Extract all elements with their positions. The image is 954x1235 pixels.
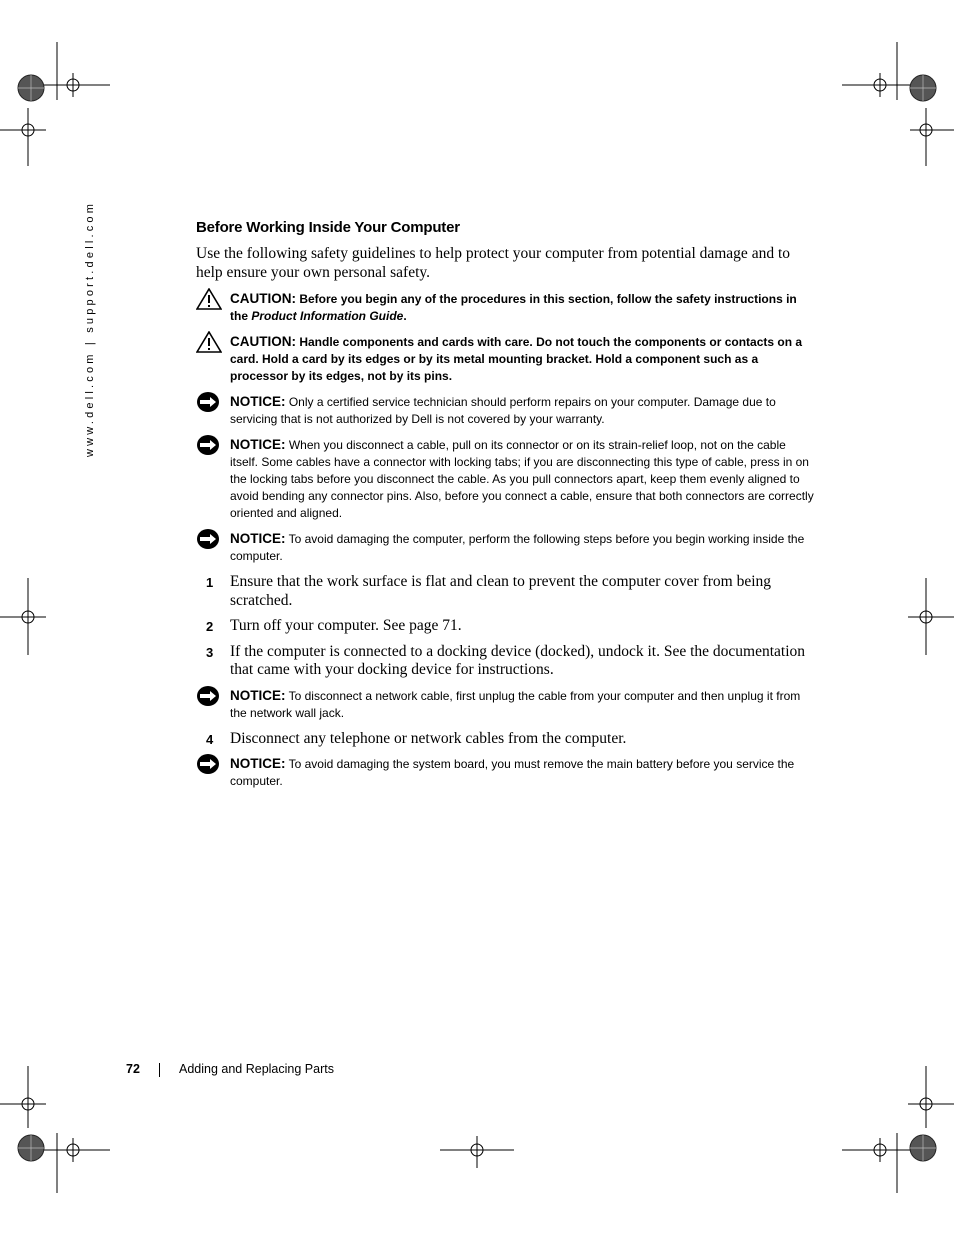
note-text: When you disconnect a cable, pull on its connector or on its strain-relief loop, not on the cable itself. Some cables have a connector with locking tabs; if you are disconnecting this type of cable, press in on the locking tabs before you disconnect the cable. As you pull connectors apart, keep them evenly aligned to avoid bending any connector pins. Also, before you connect a cable, ensure that both connectors are correctly oriented and aligned. <box>230 438 814 520</box>
page-content <box>196 219 814 798</box>
step-item <box>196 573 814 610</box>
note-tail: . <box>403 309 407 323</box>
note-label: NOTICE: <box>230 687 286 703</box>
note-text: Handle components and cards with care. Do not touch the components or contacts on a card. Hold a card by its edges or by its metal mounting bracket. Hold a component such as a processor by its edges, not by its pins. <box>230 335 803 383</box>
intro-paragraph: Use the following safety guidelines to help protect your computer from potential damage and to help ensure your own personal safety. <box>196 245 791 281</box>
note-text: To disconnect a network cable, first unplug the cable from your computer and then unplug it from the network wall jack. <box>230 688 801 720</box>
notice-hand-icon <box>196 391 220 413</box>
sidebar-url: www.dell.com | support.dell.com <box>84 200 96 457</box>
page-footer <box>126 1062 334 1076</box>
step-item <box>196 617 814 636</box>
step-text: Disconnect any telephone or network cables from the computer. <box>230 729 627 747</box>
notice-note <box>196 687 814 722</box>
step-item <box>196 730 814 749</box>
note-text: To avoid damaging the system board, you must remove the main battery before you service the computer. <box>230 757 795 788</box>
caution-note <box>196 333 814 385</box>
caution-triangle-icon <box>196 288 222 310</box>
notice-note <box>196 530 814 565</box>
note-label: NOTICE: <box>230 531 286 546</box>
footer-divider <box>159 1063 160 1077</box>
step-text: If the computer is connected to a docking device (docked), undock it. See the documentation that came with your docking device for instructions. <box>230 642 806 678</box>
step-text: Ensure that the work surface is flat and clean to prevent the computer cover from being scratched. <box>230 573 772 609</box>
step-number: 2 <box>206 619 214 634</box>
note-text: To avoid damaging the computer, perform the following steps before you begin working inside the computer. <box>230 532 805 563</box>
note-label: CAUTION: <box>230 291 296 306</box>
step-text: Turn off your computer. See page 71. <box>230 617 462 634</box>
step-number: 4 <box>206 731 214 747</box>
note-label: NOTICE: <box>230 756 286 771</box>
caution-note <box>196 290 814 325</box>
note-label: CAUTION: <box>230 334 296 349</box>
notice-hand-icon <box>196 685 220 707</box>
footer-section-title: Adding and Replacing Parts <box>179 1062 334 1076</box>
caution-triangle-icon <box>196 331 222 353</box>
note-text: Before you begin any of the procedures in this section, follow the safety instructions in the <box>230 292 797 323</box>
note-label: NOTICE: <box>230 437 286 452</box>
notice-note <box>196 436 814 522</box>
section-title: Before Working Inside Your Computer <box>196 219 460 236</box>
step-number: 3 <box>206 644 214 660</box>
notice-note <box>196 755 814 790</box>
note-emphasis: Product Information Guide <box>251 309 404 323</box>
step-number: 1 <box>206 575 214 590</box>
notice-hand-icon <box>196 528 220 550</box>
notice-note <box>196 393 814 428</box>
notice-hand-icon <box>196 753 220 775</box>
notice-hand-icon <box>196 434 220 456</box>
page-number: 72 <box>126 1062 140 1076</box>
note-label: NOTICE: <box>230 394 286 409</box>
note-text: Only a certified service technician should perform repairs on your computer. Damage due to servicing that is not authorized by Dell is not covered by your warranty. <box>230 395 776 426</box>
step-item <box>196 643 814 680</box>
